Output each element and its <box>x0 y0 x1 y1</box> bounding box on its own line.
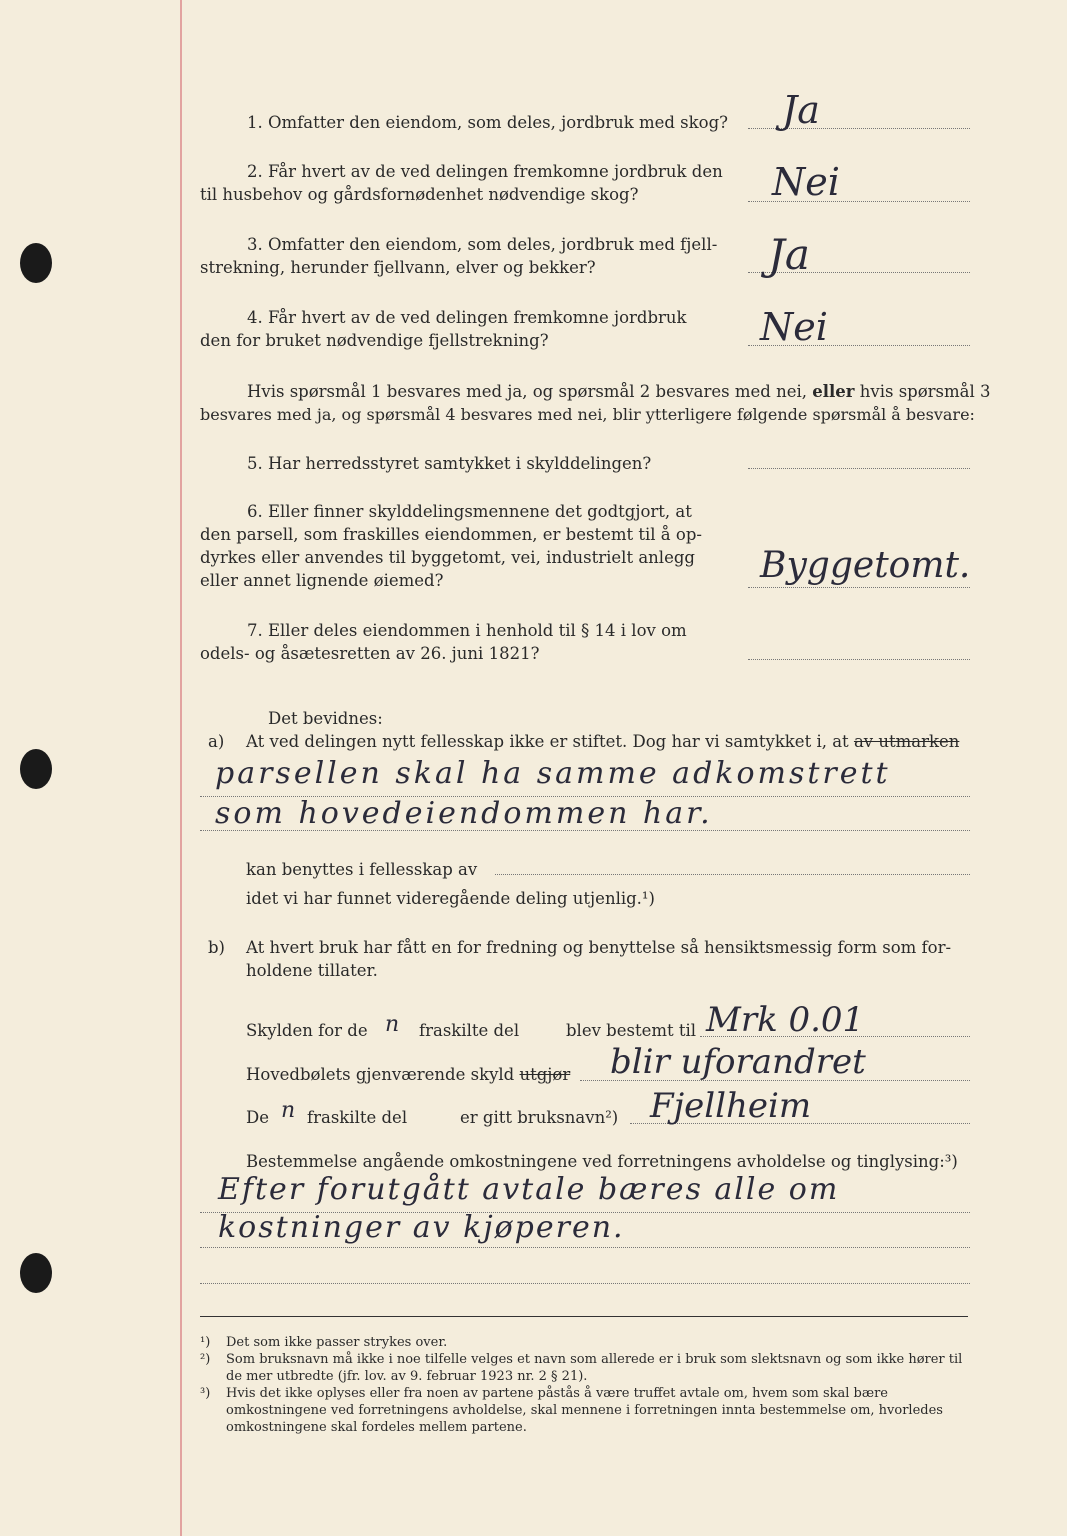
question-6-line2: den parsell, som fraskilles eiendommen, er bestemt til å op- <box>200 525 702 544</box>
footnote-3: ³) Hvis det ikke oplyses eller fra noen av partene påstås å være truffet avtale om, hvem som skal bære omkostningene ved forretningens avholdelse, skal mennene i forretningen innta bestemmelse om, hvorledes omkostningene skal fordeles mellem partene. <box>200 1386 943 1435</box>
answer-4: Nei <box>760 305 828 349</box>
footnote-1: ¹) Det som ikke passer strykes over. <box>200 1335 448 1350</box>
skyld-hand1: n <box>385 1012 400 1037</box>
condition-line2: besvares med ja, og spørsmål 4 besvares med nei, blir ytterligere følgende spørsmål å besvare: <box>200 405 975 424</box>
de-text3: er gitt bruksnavn²) <box>460 1108 619 1127</box>
bevidnes-a-text: At ved delingen nytt fellesskap ikke er stiftet. Dog har vi samtykket i, at av utmarken <box>246 732 960 751</box>
question-2-line1: 2. Får hvert av de ved delingen fremkomne jordbruk den <box>247 162 723 181</box>
bestemmelse-hand1: Efter forutgått avtale bæres alle om <box>218 1172 840 1207</box>
condition-line1: Hvis spørsmål 1 besvares med ja, og spørsmål 2 besvares med nei, eller hvis spørsmål 3 <box>247 382 991 401</box>
question-4-line1: 4. Får hvert av de ved delingen fremkomne jordbruk <box>247 308 687 327</box>
de-hand1: n <box>281 1098 296 1123</box>
bevidnes-b-marker: b) <box>208 938 225 957</box>
question-7-line1: 7. Eller deles eiendommen i henhold til § 14 i lov om <box>247 621 687 640</box>
bruksnavn-hand: Fjellheim <box>650 1086 812 1126</box>
answer-2: Nei <box>772 160 840 204</box>
fellesskap-text: kan benyttes i fellesskap av <box>246 860 478 879</box>
hand-line <box>200 1247 970 1248</box>
bevidnes-hand-line1: parsellen skal ha samme adkomstrett <box>215 756 891 791</box>
answer-1: Ja <box>782 88 820 132</box>
punch-hole <box>20 243 52 283</box>
bevidnes-b-line1: At hvert bruk har fått en for fredning og benyttelse så hensiktsmessig form som for- <box>246 938 952 957</box>
skyld-hand2: Mrk 0.01 <box>706 1000 865 1040</box>
punch-hole <box>20 749 52 789</box>
question-6-line4: eller annet lignende øiemed? <box>200 571 444 590</box>
answer-3: Ja <box>768 230 810 279</box>
question-3-line2: strekning, herunder fjellvann, elver og bekker? <box>200 258 596 277</box>
footnote-2: ²) Som bruksnavn må ikke i noe tilfelle velges et navn som allerede er i bruk som slektsnavn og som ikke hører til de mer utbredte (jfr. lov. av 9. februar 1923 nr. 2 § 21). <box>200 1352 963 1384</box>
skyld-text3: blev bestemt til <box>566 1021 697 1040</box>
question-6-line3: dyrkes eller anvendes til byggetomt, vei, industrielt anlegg <box>200 548 695 567</box>
bevidnes-b-line2: holdene tillater. <box>246 961 378 980</box>
skyld-text2: fraskilte del <box>419 1021 520 1040</box>
footnote-rule <box>200 1316 968 1317</box>
question-1: 1. Omfatter den eiendom, som deles, jordbruk med skog? <box>247 113 728 132</box>
answer-6: Byggetomt. <box>760 545 971 586</box>
de-text: De <box>246 1108 269 1127</box>
hovedbol-hand: blir uforandret <box>610 1042 866 1082</box>
hovedbol-text: Hovedbølets gjenværende skyld utgjør <box>246 1065 571 1084</box>
bestemmelse-text: Bestemmelse angående omkostningene ved forretningens avholdelse og tinglysing:³) <box>246 1152 958 1171</box>
bevidnes-heading: Det bevidnes: <box>268 709 383 728</box>
question-3-line1: 3. Omfatter den eiendom, som deles, jordbruk med fjell- <box>247 235 718 254</box>
bestemmelse-hand2: kostninger av kjøperen. <box>218 1210 625 1245</box>
hand-line <box>200 1283 970 1284</box>
question-6-line1: 6. Eller finner skylddelingsmennene det godtgjort, at <box>247 502 692 521</box>
punch-hole <box>20 1253 52 1293</box>
answer-line <box>748 468 970 469</box>
question-7-line2: odels- og åsætesretten av 26. juni 1821? <box>200 644 540 663</box>
videregaende-text: idet vi har funnet videregående deling utjenlig.¹) <box>246 889 655 908</box>
question-4-line2: den for bruket nødvendige fjellstrekning? <box>200 331 549 350</box>
bevidnes-a-marker: a) <box>208 732 225 751</box>
skyld-text1: Skylden for de <box>246 1021 368 1040</box>
margin-line <box>180 0 182 1536</box>
de-text2: fraskilte del <box>307 1108 408 1127</box>
bevidnes-hand-line2: som hovedeiendommen har. <box>215 796 713 831</box>
footnotes <box>200 1334 970 1436</box>
answer-line <box>748 659 970 660</box>
answer-line <box>748 587 970 588</box>
answer-line <box>495 874 970 875</box>
question-5: 5. Har herredsstyret samtykket i skylddelingen? <box>247 454 652 473</box>
question-2-line2: til husbehov og gårdsfornødenhet nødvendige skog? <box>200 185 639 204</box>
